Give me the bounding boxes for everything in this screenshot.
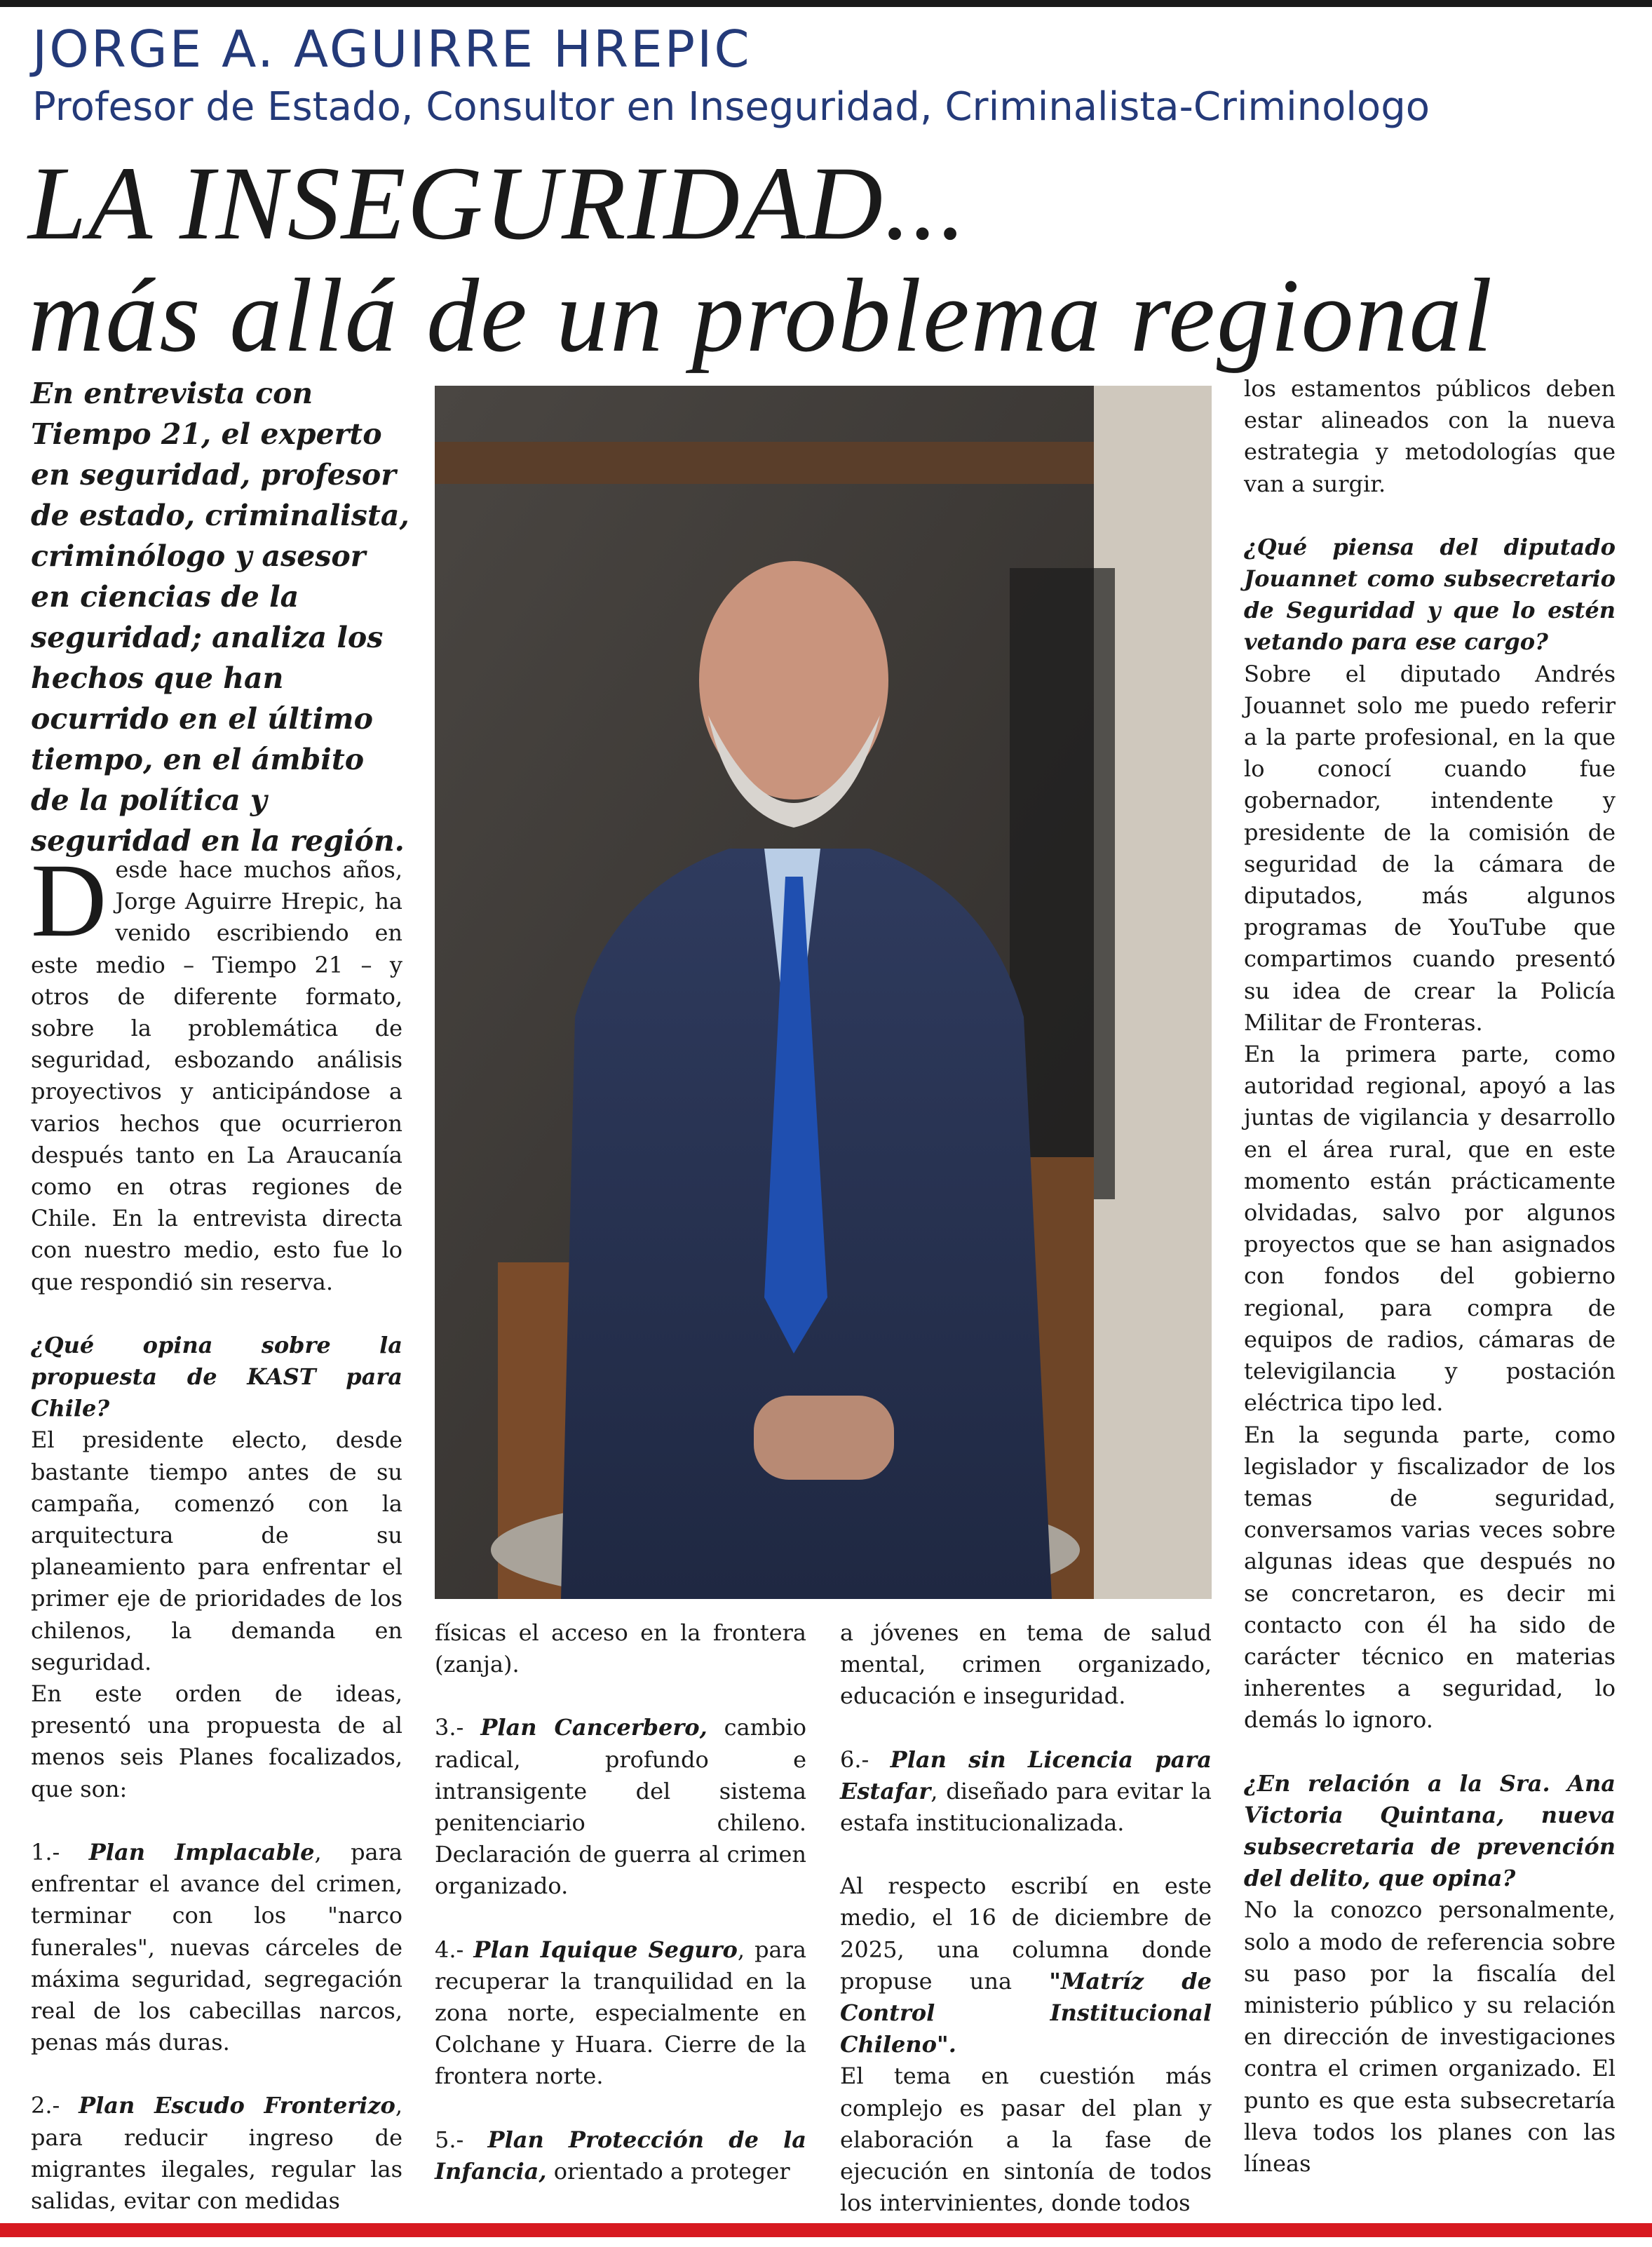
answer-jouannet-3: En la segunda parte, como legislador y fiscalizador de los temas de seguridad, conversamos varias veces sobre algunas ideas que después no se concretaron, es decir mi contacto con él ha sido de carácter técnico en materias inherentes a seguridad, lo demás lo ignoro. xyxy=(1244,1421,1616,1734)
plan-3 xyxy=(435,1712,806,1902)
column-1 xyxy=(31,842,403,2217)
plan-5-name: Plan Protección de la Infancia, xyxy=(435,2126,807,2185)
column-4-continued: los estamentos públicos deben estar alineados con la nueva estrategia y metodologías que van a surgir. xyxy=(1244,375,1616,497)
headline-line-2: más allá de un problema regional xyxy=(28,257,1494,374)
answer-quintana: No la conozco personalmente, solo a modo de referencia sobre su paso por la fiscalía del ministerio público y su relación en dirección de investigaciones contra el crimen organizado. El punto es que esta subsecretaría lleva todos los planes con las líneas xyxy=(1244,1896,1616,2177)
question-quintana: ¿En relación a la Sra. Ana Victoria Quintana, nueva subsecretaria de prevención del delito, que opina? xyxy=(1244,1769,1616,1892)
plan-4-text: , para recuperar la tranquilidad en la zona norte, especialmente en Colchane y Huara. Cierre de la frontera norte. xyxy=(435,1936,806,2090)
plan-5 xyxy=(435,2124,806,2187)
plan-6-number: 6.- xyxy=(840,1746,891,1773)
plan-4-number: 4.- xyxy=(435,1936,474,1963)
plan-1-name: Plan Implacable xyxy=(88,1838,315,1865)
drop-cap: D xyxy=(31,842,107,959)
plan-1 xyxy=(31,1837,402,2058)
execution-paragraph: El tema en cuestión más complejo es pasar del plan y elaboración a la fase de ejecución en sintonía de todos los intervinientes, donde todos xyxy=(840,2063,1212,2217)
question-jouannet: ¿Qué piensa del diputado Jouannet como subsecretario de Seguridad y que lo estén vetando para ese cargo? xyxy=(1244,533,1616,656)
plan-1-number: 1.- xyxy=(31,1838,89,1865)
plan-2 xyxy=(31,2090,402,2217)
matrix-paragraph xyxy=(840,1870,1212,2060)
plan-4 xyxy=(435,1934,806,2093)
plan-4-name: Plan Iquique Seguro xyxy=(473,1936,738,1963)
intro-paragraph xyxy=(31,842,402,1298)
answer-jouannet-2: En la primera parte, como autoridad regional, apoyó a las juntas de vigilancia y desarrollo en el área rural, que en este momento están prácticamente olvidadas, salvo por algunos proyectos que se han asignados con fondos del gobierno regional, para compra de equipos de radios, cámaras de televigilancia y postación eléctrica tipo led. xyxy=(1244,1041,1616,1417)
plan-3-text: cambio radical, profundo e intransigente del sistema penitenciario chileno. Declaración de guerra al crimen organizado. xyxy=(435,1714,807,1900)
answer-jouannet-1: Sobre el diputado Andrés Jouannet solo me puedo referir a la parte profesional, en la que lo conocí cuando fue gobernador, intendente y presidente de la comisión de seguridad de la cámara de diputados, más algunos programas de YouTube que compartimos cuando presentó su idea de crear la Policía Militar de Fronteras. xyxy=(1244,660,1616,1036)
answer-kast: El presidente electo, desde bastante tiempo antes de su campaña, comenzó con la arquitectura de su planeamiento para enfrentar el primer eje de prioridades de los chilenos, la demanda en seguridad. xyxy=(31,1426,402,1675)
plan-5-number: 5.- xyxy=(435,2126,488,2153)
plan-2-number: 2.- xyxy=(31,2092,79,2119)
plan-5-text: orientado a proteger xyxy=(546,2157,790,2185)
author-name: JORGE A. AGUIRRE HREPIC xyxy=(32,20,752,79)
plan-5-continued: a jóvenes en tema de salud mental, crimen organizado, educación e inseguridad. xyxy=(840,1619,1212,1710)
bottom-rule xyxy=(0,2223,1652,2237)
plan-3-name: Plan Cancerbero, xyxy=(480,1714,707,1741)
top-rule xyxy=(0,0,1652,7)
headline-line-1: LA INSEGURIDAD... xyxy=(28,145,968,262)
matrix-text: Al respecto escribí en este medio, el 16 de diciembre de 2025, una columna donde propuse una xyxy=(840,1872,1212,1995)
article-deck: En entrevista con Tiempo 21, el experto en seguridad, profesor de estado, criminalista, criminólogo y asesor en ciencias de la seguridad; analiza los hechos que han ocurrido en el último tiempo, en el ámbito de la política y seguridad en la región. xyxy=(31,377,409,858)
portrait-photo-icon xyxy=(435,386,1212,1599)
intro-text: esde hace muchos años, Jorge Aguirre Hrepic, ha venido escribiendo en este medio – Tiempo 21 – y otros de diferente formato, sobre la problemática de seguridad, esbozando análisis proyectivos y anticipándose a varios hechos que ocurrieron después tanto en La Araucanía como en otras regiones de Chile. En la entrevista directa con nuestro medio, esto fue lo que respondió sin reserva. xyxy=(31,856,402,1295)
plan-6-name: Plan sin Licencia para Estafar xyxy=(840,1746,1212,1804)
column-4 xyxy=(1244,373,1616,2180)
matrix-title: "Matríz de Control Institucional Chileno". xyxy=(840,1967,1212,2058)
plan-6-text: , diseñado para evitar la estafa institucionalizada. xyxy=(840,1777,1212,1837)
column-3 xyxy=(840,1617,1212,2219)
column-2 xyxy=(435,1617,806,2187)
author-credentials: Profesor de Estado, Consultor en Inseguridad, Criminalista-Criminologo xyxy=(32,84,1430,130)
plan-6 xyxy=(840,1744,1212,1840)
plan-2-continued: físicas el acceso en la frontera (zanja). xyxy=(435,1619,806,1678)
plan-1-text: , para enfrentar el avance del crimen, terminar con los "narco funerales", nuevas cárceles de máxima seguridad, segregación real de los cabecillas narcos, penas más duras. xyxy=(31,1838,403,2056)
answer-kast-cont: En este orden de ideas, presentó una propuesta de al menos seis Planes focalizados, que son: xyxy=(31,1680,402,1802)
plan-2-name: Plan Escudo Fronterizo xyxy=(79,2092,395,2119)
plan-2-text: , para reducir ingreso de migrantes ilegales, regular las salidas, evitar con medidas xyxy=(31,2092,402,2214)
plan-3-number: 3.- xyxy=(435,1714,481,1741)
question-kast: ¿Qué opina sobre la propuesta de KAST para Chile? xyxy=(31,1331,402,1422)
